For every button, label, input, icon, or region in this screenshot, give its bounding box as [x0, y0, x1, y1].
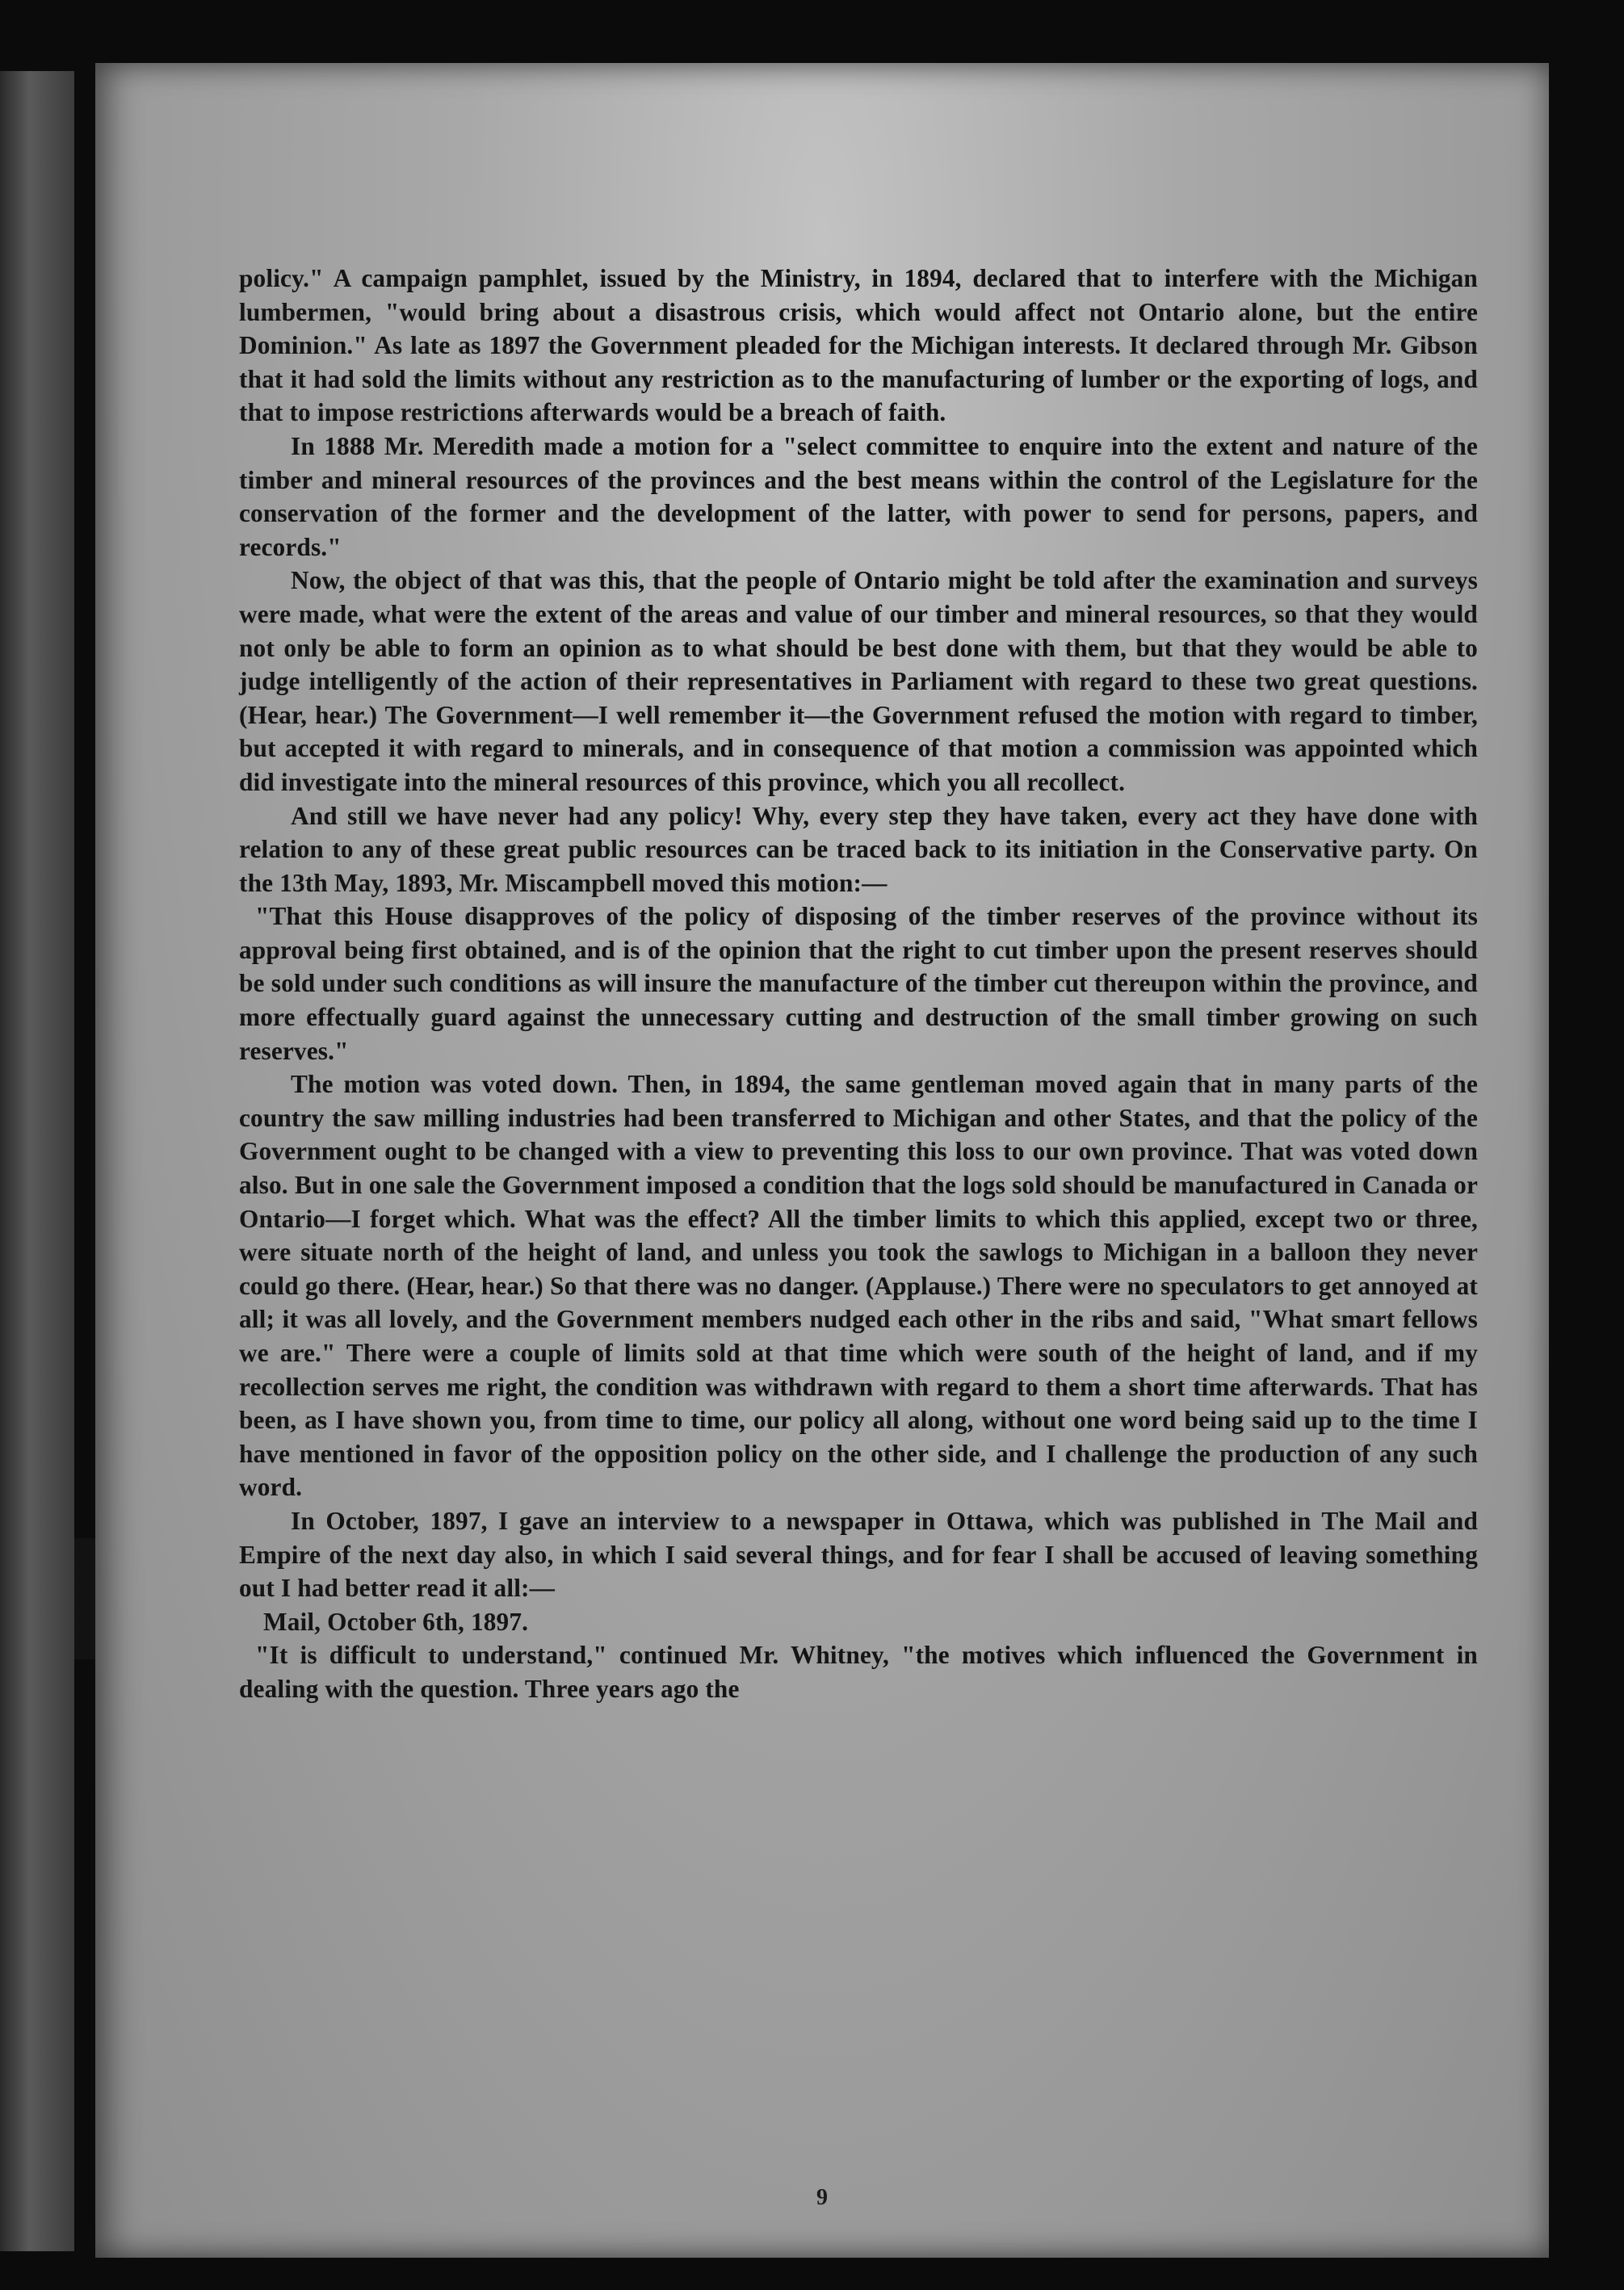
paragraph-6: The motion was voted down. Then, in 1894, the same gentleman moved again that in many parts of the country the saw milling industries had been transferred to Michigan and other States, and that the policy of the Government ought to be changed with a view to preventing this loss to our own province. That was voted down also. But in one sale the Government imposed a condition that the logs sold should be manufactured in Canada or Ontario—I forget which. What was the effect? All the timber limits to which this applied, except two or three, were situate north of the height of land, and unless you took the sawlogs to Michigan in a balloon they never could go there. (Hear, hear.) So that there was no danger. (Applause.) There were no speculators to get annoyed at all; it was all lovely, and the Government members nudged each other in the ribs and said, "What smart fellows we are." There were a couple of limits sold at that time which were south of the height of land, and if my recollection serves me right, the condition was withdrawn with regard to them a short time afterwards. That has been, as I have shown you, from time to time, our policy all along, without one word being said up to the time I have mentioned in favor of the opposition policy on the other side, and I challenge the production of any such word.	[239, 1070, 1478, 1502]
quoted-motion: "That this House disapproves of the policy of disposing of the timber reserves of the province without its approval being first obtained, and is of the opinion that the right to cut timber upon the present reserves should be sold under such conditions as will insure the manufacture of the timber cut thereupon within the province, and more effectually guard against the unnecessary cutting and destruction of the small timber growing on such reserves."	[239, 902, 1478, 1065]
quoted-interview: "It is difficult to understand," continued Mr. Whitney, "the motives which influenced the Government in dealing with the question. Three years ago the	[239, 1641, 1478, 1703]
paragraph-7: In October, 1897, I gave an interview to a newspaper in Ottawa, which was published in The Mail and Empire of the next day also, in which I said several things, and for fear I shall be accused of leaving something out I had better read it all:—	[239, 1506, 1478, 1603]
paragraph-2: In 1888 Mr. Meredith made a motion for a "select committee to enquire into the extent and nature of the timber and mineral resources of the provinces and the best means within the control of the Legislature for the conservation of the former and the development of the latter, with power to send for persons, papers, and records."	[239, 431, 1478, 561]
dateline: Mail, October 6th, 1897.	[263, 1607, 529, 1636]
document-page	[95, 63, 1549, 2258]
adjacent-page-edge	[0, 71, 74, 2251]
page-number: 9	[816, 2185, 828, 2210]
paragraph-4: And still we have never had any policy! Why, every step they have taken, every act they have done with relation to any of these great public resources can be traced back to its initiation in the Conservative party. On the 13th May, 1893, Mr. Miscampbell moved this motion:—	[239, 801, 1478, 897]
paragraph-1: policy." A campaign pamphlet, issued by the Ministry, in 1894, declared that to interfere with the Michigan lumbermen, "would bring about a disastrous crisis, which would affect not Ontario alone, but the entire Dominion." As late as 1897 the Government pleaded for the Michigan interests. It declared through Mr. Gibson that it had sold the limits without any restriction as to the manufacturing of lumber or the exporting of logs, and that to impose restrictions afterwards would be a breach of faith.	[239, 264, 1478, 427]
body-text	[239, 262, 1478, 1706]
paragraph-3: Now, the object of that was this, that the people of Ontario might be told after the examination and surveys were made, what were the extent of the areas and value of our timber and mineral resources, so that they would not only be able to form an opinion as to what should be best done with them, but that they would be able to judge intelligently of the action of their representatives in Parliament with regard to these two great questions. (Hear, hear.) The Government—I well remember it—the Government refused the motion with regard to timber, but accepted it with regard to minerals, and in consequence of that motion a commission was appointed which did investigate into the mineral resources of this province, which you all recollect.	[239, 566, 1478, 796]
